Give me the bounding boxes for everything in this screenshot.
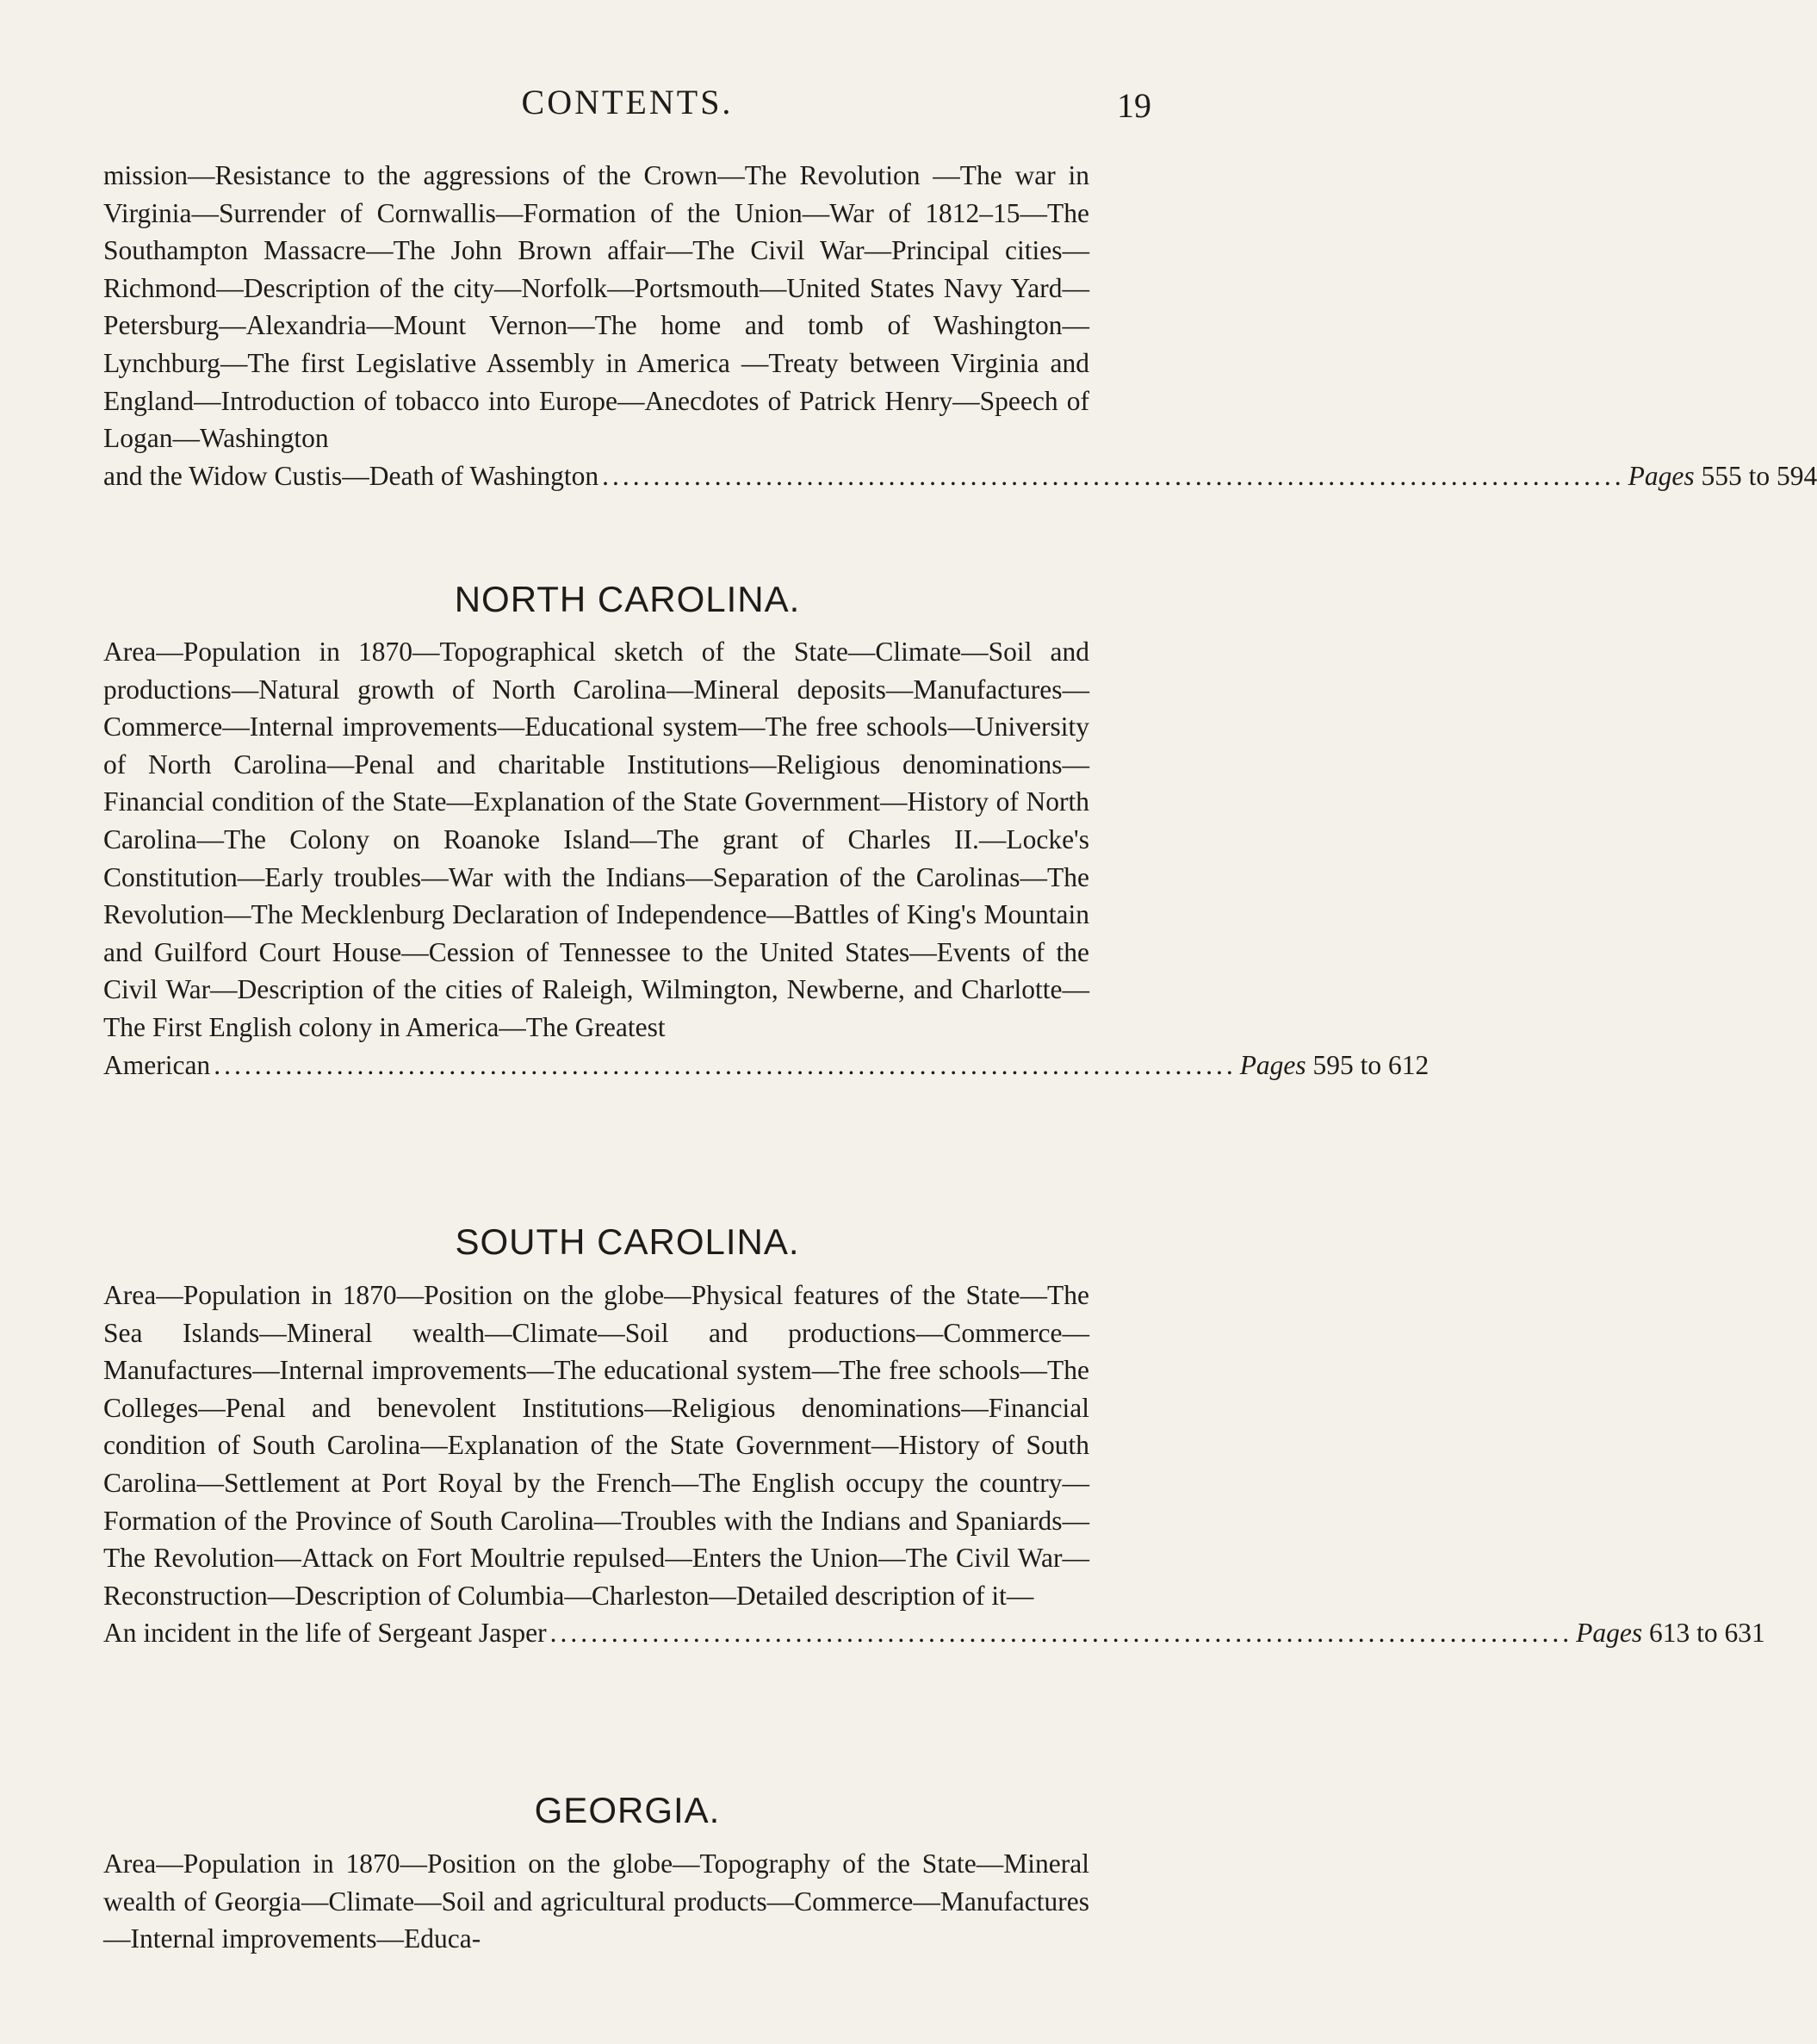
entry-last-line: An incident in the life of Sergeant Jasper [103,1618,547,1649]
pages-range: 555 to 594 [1701,460,1817,491]
entry-pages-line [103,1614,1765,1652]
entry-pages-line [103,1047,1429,1084]
section-heading-georgia: GEORGIA. [534,1790,721,1830]
entry-pages-line [103,457,1817,495]
contents-entry-georgia [103,1845,1089,1958]
section-heading-south-carolina: SOUTH CAROLINA. [455,1221,800,1262]
leader-dots: .................................................................................................... [214,1049,1237,1080]
entry-text: Area—Population in 1870—Topographical sketch of the State—Climate—Soil and productions—Natural growth of North Carolina—Mineral deposits—Manufactures—Commerce—Internal improvements—Educational system—The free schools—University of North Carolina—Penal and charitable Institutions—Religious denominations—Financial condition of the State—Explanation of the State Government—History of North Carolina—The Colony on Roanoke Island—The grant of Charles II.—Locke's Constitution—Early troubles—War with the Indians—Separation of the Carolinas—The Revolution—The Mecklenburg Declaration of Independence—Battles of King's Mountain and Guilford Court House—Cession of Tennessee to the United States—Events of the Civil War—Description of the cities of Raleigh, Wilmington, Newberne, and Charlotte—The First English colony in America—The Greatest [103,637,1089,1042]
entry-text: Area—Population in 1870—Position on the globe—Topography of the State—Mineral wealth of Georgia—Climate—Soil and agricultural products—Commerce—Manufactures—Internal improvements—Educa- [103,1848,1089,1954]
contents-entry-north-carolina [103,633,1429,1084]
page-reference [1628,457,1817,495]
page-title: CONTENTS. [521,83,734,121]
contents-entry-virginia [103,157,1817,494]
entry-text: Area—Population in 1870—Position on the globe—Physical features of the State—The Sea Islands—Mineral wealth—Climate—Soil and productions—Commerce—Manufactures—Internal improvements—The educational system—The free schools—The Colleges—Penal and benevolent Institutions—Religious denominations—Financial condition of South Carolina—Explanation of the State Government—History of South Carolina—Settlement at Port Royal by the French—The English occupy the country—Formation of the Province of South Carolina—Troubles with the Indians and Spaniards—The Revolution—Attack on Fort Moultrie repulsed—Enters the Union—The Civil War—Reconstruction—Description of Columbia—Charleston—Detailed description of it— [103,1280,1089,1611]
entry-last-line: and the Widow Custis—Death of Washington [103,460,599,491]
page-number: 19 [1117,86,1151,125]
entry-text: mission—Resistance to the aggressions of the Crown—The Revolution —The war in Virginia—Surrender of Cornwallis—Formation of the Union—War of 1812–15—The Southampton Massacre—The John Brown affair—The Civil War—Principal cities—Richmond—Description of the city—Norfolk—Portsmouth—United States Navy Yard—Petersburg—Alexandria—Mount Vernon—The home and tomb of Washington—Lynchburg—The first Legislative Assembly in America —Treaty between Virginia and England—Introduction of tobacco into Europe—Anecdotes of Patrick Henry—Speech of Logan—Washington [103,160,1089,454]
pages-label: Pages [1628,460,1695,491]
section-heading-north-carolina: NORTH CAROLINA. [454,579,801,619]
contents-entry-south-carolina [103,1277,1765,1652]
pages-label: Pages [1576,1618,1643,1649]
page-reference [1240,1047,1429,1084]
pages-range: 613 to 631 [1649,1618,1765,1649]
leader-dots: .................................................................................................... [549,1618,1573,1649]
leader-dots: .................................................................................................... [602,460,1625,491]
pages-range: 595 to 612 [1312,1049,1429,1080]
page-reference [1576,1614,1765,1652]
entry-last-line: American [103,1049,211,1080]
running-head [0,82,1255,125]
pages-label: Pages [1239,1049,1306,1080]
